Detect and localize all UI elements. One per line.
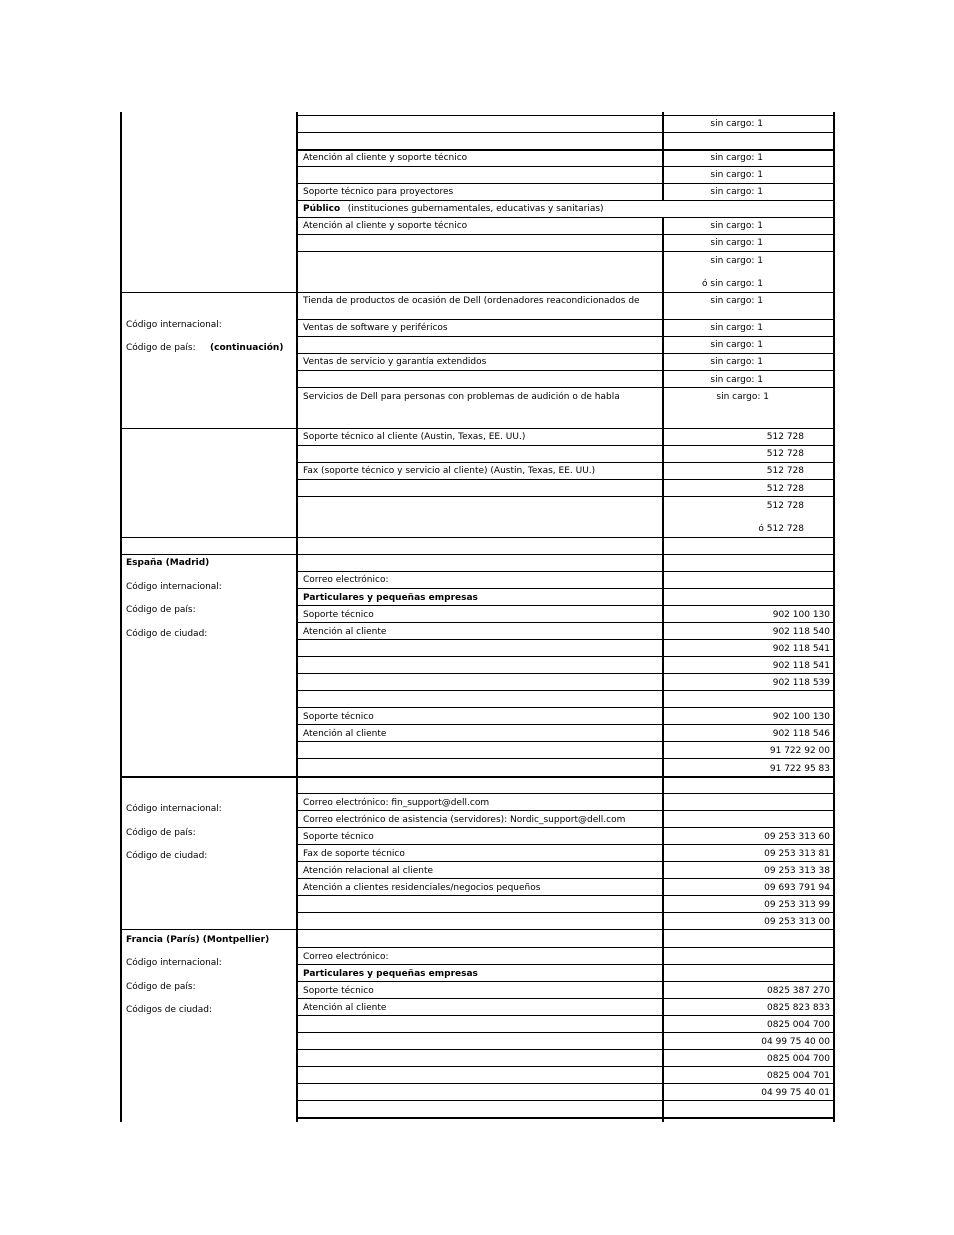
service-label: Correo electrónico: fin_support@dell.com xyxy=(303,798,490,808)
phone-number: 0825 387 270 xyxy=(767,986,830,996)
toll-free-number: sin cargo: 1 xyxy=(710,357,763,367)
phone-number: 902 118 541 xyxy=(772,644,830,654)
city-code-label: Código de ciudad: xyxy=(126,629,208,639)
row-divider xyxy=(296,1083,834,1084)
phone-number: 902 118 541 xyxy=(772,661,830,671)
row-divider xyxy=(296,387,834,388)
city-code-label: Código de ciudad: xyxy=(126,851,208,861)
phone-number: 902 118 539 xyxy=(772,678,830,688)
phone-number: 512 728 xyxy=(766,432,804,442)
category-label: Particulares y pequeñas empresas xyxy=(303,969,478,979)
row-divider xyxy=(296,964,834,965)
row-divider xyxy=(296,656,834,657)
service-label: Atención al cliente xyxy=(303,627,387,637)
row-divider xyxy=(296,707,834,708)
row-divider xyxy=(120,292,296,293)
toll-free-number: sin cargo: 1 xyxy=(710,221,763,231)
service-label: Atención al cliente y soporte técnico xyxy=(303,221,468,231)
phone-number: 0825 004 700 xyxy=(767,1020,830,1030)
row-mask xyxy=(661,201,665,217)
phone-number: 512 728 xyxy=(766,501,804,511)
row-divider xyxy=(120,428,296,429)
phone-number: 04 99 75 40 00 xyxy=(761,1037,830,1047)
category-detail: (instituciones gubernamentales, educativas y sanitarias) xyxy=(347,204,604,214)
row-divider xyxy=(296,462,834,463)
row-divider xyxy=(120,554,296,555)
row-divider xyxy=(296,200,834,201)
row-divider xyxy=(296,353,834,354)
service-label: Soporte técnico xyxy=(303,832,374,842)
phone-number: 09 253 313 00 xyxy=(764,917,830,927)
service-label: Atención al cliente xyxy=(303,729,387,739)
row-divider xyxy=(120,929,296,930)
phone-number: 09 693 791 94 xyxy=(764,883,830,893)
row-divider xyxy=(296,183,834,184)
row-divider xyxy=(296,217,834,218)
row-divider xyxy=(296,810,834,811)
toll-free-number: sin cargo: 1 xyxy=(710,238,763,248)
service-label: Tienda de productos de ocasión de Dell (ordenadores reacondicionados de xyxy=(303,296,640,306)
row-divider xyxy=(296,571,834,572)
row-divider xyxy=(296,861,834,862)
toll-free-number: sin cargo: 1 xyxy=(716,392,769,402)
phone-number: 91 722 92 00 xyxy=(769,746,830,756)
phone-number-alt: ó 512 728 xyxy=(758,524,804,534)
row-divider xyxy=(296,234,834,235)
service-label: Correo electrónico: xyxy=(303,575,389,585)
phone-number: 0825 004 700 xyxy=(767,1054,830,1064)
service-label: Soporte técnico al cliente (Austin, Texas, EE. UU.) xyxy=(303,432,526,442)
row-divider xyxy=(296,793,834,794)
service-label: Soporte técnico xyxy=(303,610,374,620)
row-divider xyxy=(296,998,834,999)
row-divider xyxy=(296,777,834,778)
phone-number: 902 100 130 xyxy=(772,712,830,722)
category-label: Particulares y pequeñas empresas xyxy=(303,593,478,603)
row-divider xyxy=(296,929,834,930)
row-divider xyxy=(296,132,834,133)
row-divider xyxy=(296,319,834,320)
service-label: Servicios de Dell para personas con problemas de audición o de habla xyxy=(303,392,620,402)
row-divider xyxy=(296,496,834,497)
row-divider xyxy=(296,622,834,623)
row-divider xyxy=(296,370,834,371)
toll-free-number: sin cargo: 1 xyxy=(710,187,763,197)
toll-free-number: sin cargo: 1 xyxy=(710,170,763,180)
phone-number: 902 118 540 xyxy=(772,627,830,637)
phone-number: 512 728 xyxy=(766,466,804,476)
service-label: Atención a clientes residenciales/negocios pequeños xyxy=(303,883,541,893)
service-label: Fax (soporte técnico y servicio al cliente) (Austin, Texas, EE. UU.) xyxy=(303,466,596,476)
toll-free-number: sin cargo: 1 xyxy=(710,153,763,163)
row-divider xyxy=(296,947,834,948)
column-divider xyxy=(662,112,664,1122)
continued-label: (continuación) xyxy=(210,343,284,353)
country-title: Francia (París) (Montpellier) xyxy=(126,935,270,945)
service-label: Atención relacional al cliente xyxy=(303,866,434,876)
row-divider xyxy=(296,605,834,606)
toll-free-number: sin cargo: 1 xyxy=(710,323,763,333)
service-label: Correo electrónico: xyxy=(303,952,389,962)
service-label: Soporte técnico para proyectores xyxy=(303,187,454,197)
service-label: Ventas de servicio y garantía extendidos xyxy=(303,357,487,367)
service-label: Atención al cliente y soporte técnico xyxy=(303,153,468,163)
column-divider xyxy=(120,112,122,1122)
row-divider xyxy=(296,150,834,151)
row-divider xyxy=(296,251,834,252)
row-divider xyxy=(296,588,834,589)
phone-number: 91 722 95 83 xyxy=(769,764,830,774)
row-divider xyxy=(296,166,834,167)
phone-number: 902 118 546 xyxy=(772,729,830,739)
phone-number: 902 100 130 xyxy=(772,610,830,620)
phone-number: 09 253 313 99 xyxy=(764,900,830,910)
service-label: Soporte técnico xyxy=(303,986,374,996)
toll-free-number: sin cargo: 1 xyxy=(710,340,763,350)
service-label: Ventas de software y periféricos xyxy=(303,323,448,333)
toll-free-number: sin cargo: 1 xyxy=(710,296,763,306)
row-divider xyxy=(296,1100,834,1101)
country-code-label: Código de país: xyxy=(126,343,196,353)
phone-number: 512 728 xyxy=(766,484,804,494)
row-divider xyxy=(296,724,834,725)
row-divider xyxy=(296,1066,834,1067)
toll-free-number: sin cargo: 1 xyxy=(710,256,763,266)
row-divider xyxy=(296,537,834,538)
international-code-label: Código internacional: xyxy=(126,804,222,814)
row-divider xyxy=(296,336,834,337)
service-label: Correo electrónico de asistencia (servidores): Nordic_support@dell.com xyxy=(303,815,626,825)
row-divider xyxy=(296,1049,834,1050)
phone-number: 0825 004 701 xyxy=(767,1071,830,1081)
row-divider xyxy=(296,981,834,982)
row-divider xyxy=(296,1032,834,1033)
row-divider xyxy=(296,895,834,896)
column-divider xyxy=(833,112,835,1122)
row-divider xyxy=(120,537,296,538)
row-divider xyxy=(296,639,834,640)
row-divider xyxy=(296,878,834,879)
country-title: España (Madrid) xyxy=(126,558,210,568)
country-code-label: Código de país: xyxy=(126,828,196,838)
row-divider xyxy=(296,428,834,429)
country-code-label: Código de país: xyxy=(126,982,196,992)
row-divider xyxy=(296,292,834,293)
phone-number: 512 728 xyxy=(766,449,804,459)
service-label: Atención al cliente xyxy=(303,1003,387,1013)
toll-free-number: sin cargo: 1 xyxy=(710,375,763,385)
phone-number: 09 253 313 60 xyxy=(764,832,830,842)
row-divider xyxy=(296,844,834,845)
row-divider xyxy=(296,741,834,742)
column-divider xyxy=(296,112,298,1122)
row-divider xyxy=(296,827,834,828)
row-divider xyxy=(296,1015,834,1016)
row-divider xyxy=(296,554,834,555)
row-divider xyxy=(296,912,834,913)
phone-number: 04 99 75 40 01 xyxy=(761,1088,830,1098)
toll-free-number-alt: ó sin cargo: 1 xyxy=(702,279,763,289)
international-code-label: Código internacional: xyxy=(126,320,222,330)
toll-free-number: sin cargo: 1 xyxy=(710,119,763,129)
city-code-label: Códigos de ciudad: xyxy=(126,1005,213,1015)
phone-number: 09 253 313 38 xyxy=(764,866,830,876)
row-divider xyxy=(120,777,296,778)
category-label: Público xyxy=(303,204,341,214)
row-divider xyxy=(296,479,834,480)
country-code-label: Código de país: xyxy=(126,605,196,615)
international-code-label: Código internacional: xyxy=(126,958,222,968)
phone-number: 0825 823 833 xyxy=(767,1003,830,1013)
row-divider xyxy=(296,690,834,691)
row-divider xyxy=(296,115,834,116)
international-code-label: Código internacional: xyxy=(126,582,222,592)
phone-number: 09 253 313 81 xyxy=(764,849,830,859)
row-divider xyxy=(296,758,834,759)
row-divider xyxy=(296,673,834,674)
service-label: Fax de soporte técnico xyxy=(303,849,405,859)
row-divider xyxy=(296,445,834,446)
service-label: Soporte técnico xyxy=(303,712,374,722)
row-divider xyxy=(296,1118,834,1119)
